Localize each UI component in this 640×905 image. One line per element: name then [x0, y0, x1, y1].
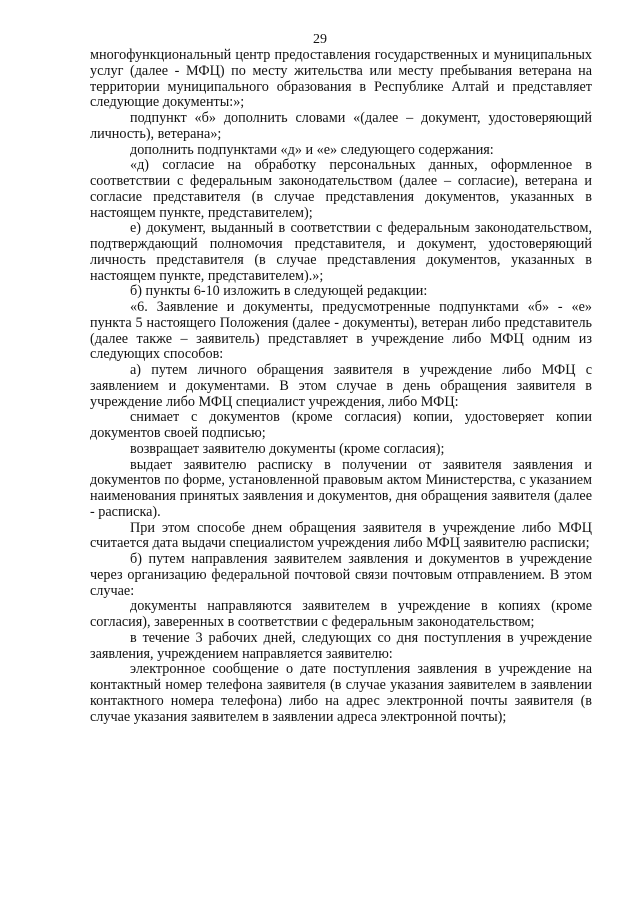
paragraph: а) путем личного обращения заявителя в учреждение либо МФЦ с заявлением и документами. В этом случае в день обращения заявителя в учреждение либо МФЦ специалист учреждения, либо МФЦ:: [90, 362, 592, 410]
page-number: 29: [313, 32, 327, 47]
paragraph: выдает заявителю расписку в получении от заявителя заявления и документов по форме, установленной правовым актом Министерства, с указанием наименования принятых заявления и документов, дня обращения заявителя (далее - расписка).: [90, 456, 592, 520]
paragraph: подпункт «б» дополнить словами «(далее – документ, удостоверяющий личность), ветерана»;: [90, 110, 592, 142]
paragraph: в течение 3 рабочих дней, следующих со дня поступления в учреждение заявления, учреждением направляется заявителю:: [90, 629, 592, 662]
document-body: [90, 48, 592, 725]
paragraph: «д) согласие на обработку персональных данных, оформленное в соответствии с федеральным законодательством (далее – согласие), ветерана и согласие представителя (в случае представления документов, указанных в настоящем пункте, представителем);: [90, 157, 592, 221]
paragraph: дополнить подпунктами «д» и «е» следующего содержания:: [130, 141, 494, 158]
paragraph: снимает с документов (кроме согласия) копии, удостоверяет копии документов своей подписью;: [90, 409, 592, 441]
paragraph: возвращает заявителю документы (кроме согласия);: [130, 440, 445, 457]
paragraph: б) пункты 6-10 изложить в следующей редакции:: [130, 283, 428, 300]
paragraph: электронное сообщение о дате поступления заявления в учреждение на контактный номер телефона заявителя (в случае указания заявителем в заявлении контактного номера телефона) либо на адрес электронной почты заявителя (в случае указания заявителем в заявлении адреса электронной почты);: [90, 661, 592, 725]
paragraph: При этом способе днем обращения заявителя в учреждение либо МФЦ считается дата выдачи специалистом учреждения либо МФЦ заявителю расписки;: [90, 519, 592, 552]
paragraph: е) документ, выданный в соответствии с федеральным законодательством, подтверждающий полномочия представителя, и документ, удостоверяющий личность представителя (в случае представления документов, указанных в настоящем пункте, представителем).»;: [90, 220, 592, 284]
paragraph: многофункциональный центр предоставления государственных и муниципальных услуг (далее - МФЦ) по месту жительства или месту пребывания ветерана на территории муниципального образования в Республике Алтай и представляет следующие документы:»;: [90, 47, 592, 111]
paragraph: «6. Заявление и документы, предусмотренные подпунктами «б» - «е» пункта 5 настоящего Положения (далее - документы), ветеран либо представитель (далее также – заявитель) представляет в учреждение либо МФЦ одним из следующих способов:: [90, 299, 592, 363]
paragraph: документы направляются заявителем в учреждение в копиях (кроме согласия), заверенных в соответствии с федеральным законодательством;: [90, 598, 592, 630]
paragraph: б) путем направления заявителем заявления и документов в учреждение через организацию федеральной почтовой связи почтовым отправлением. В этом случае:: [90, 551, 592, 599]
